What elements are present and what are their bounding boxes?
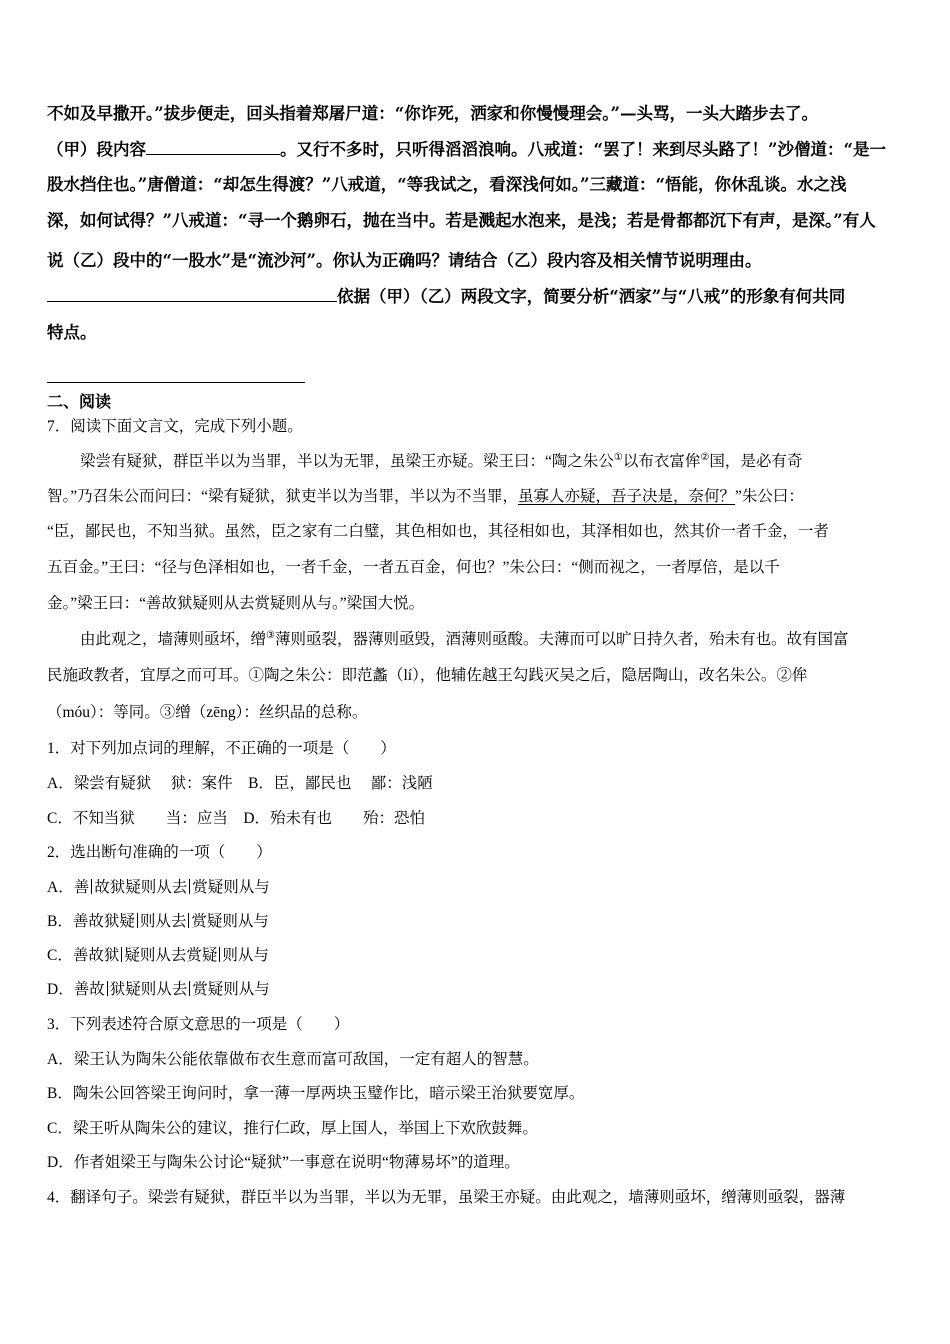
option-line[interactable]: A．梁尝有疑狱 狱：案件 B．臣，鄙民也 鄙：浅陋: [47, 775, 433, 792]
option-d[interactable]: D．作者姐梁王与陶朱公讨论“疑狱”一事意在说明“物薄易坏”的道理。: [47, 1154, 520, 1171]
option-b[interactable]: B．善故狱疑 则从去 赏疑则从与: [47, 913, 269, 930]
passage-line: 智。”乃召朱公而问曰：“梁有疑狱，狱吏半以为当罪，半以为不当罪，虽寡人亦疑，吾子决是，奈何？”朱公曰：: [47, 488, 804, 505]
option-a[interactable]: A．善 故狱疑则从去 赏疑则从与: [47, 879, 270, 896]
passage-line: （móu）：等同。③缯（zēng）：丝织品的总称。: [47, 704, 368, 721]
passage-line: 金。”梁王曰：“善故狱疑则从去赏疑则从与。”梁国大悦。: [47, 595, 425, 612]
answer-blank[interactable]: [47, 300, 337, 302]
answer-line[interactable]: [47, 370, 305, 388]
passage-line: 五百金。”王曰：“径与色泽相如也，一者千金，一者五百金，何也？”朱公曰：“侧而视之，一者厚倍，是以千: [47, 559, 780, 576]
text-line: [47, 283, 845, 307]
passage-line: 民施政教者，宜厚之而可耳。①陶之朱公：即范蠡（lí），他辅佐越王勾践灭吴之后，隐居陶山，改名朱公。②侔: [47, 667, 808, 684]
passage-text: 。又行不多时，只听得滔滔浪响。八戒道：“罢了！来到尽头路了！”沙僧道：“是一: [280, 140, 886, 159]
option-c[interactable]: C．善故狱 疑则从去赏疑 则从与: [47, 947, 269, 964]
footnote-mark: ③: [266, 629, 275, 641]
passage-line: 梁尝有疑狱，群臣半以为当罪，半以为无罪，虽梁王亦疑。梁王曰：“陶之朱公①以布衣富侔②国，是必有奇: [80, 451, 803, 470]
question-2: 2．选出断句准确的一项（ ）: [47, 844, 272, 861]
text-line: 深，如何试得？”八戒道：“寻一个鹅卵石，抛在当中。若是溅起水泡来，是浅；若是骨都都沉下有声，是深。”有人: [47, 211, 876, 230]
question-label: （甲）段内容: [47, 140, 146, 159]
passage-line: “臣，鄙民也，不知当狱。虽然，臣之家有二白璧，其色相如也，其径相如也，其泽相如也，然其价一者千金，一者: [47, 523, 829, 540]
question-3: 3．下列表述符合原文意思的一项是（ ）: [47, 1016, 350, 1033]
question-intro: 7．阅读下面文言文，完成下列小题。: [47, 418, 303, 435]
passage-line: 由此观之，墙薄则亟坏，缯③薄则亟裂，器薄则亟毁，酒薄则亟酸。夫薄而可以旷日持久者，殆未有也。故有国富: [80, 629, 849, 648]
question-4: 4．翻译句子。梁尝有疑狱，群臣半以为当罪，半以为无罪，虽梁王亦疑。由此观之，墙薄则亟坏，缯薄则亟裂，器薄: [47, 1189, 846, 1206]
question-text: 依据（甲）（乙）两段文字，简要分析“洒家”与“八戒”的形象有何共同: [337, 287, 846, 306]
text-line: 特点。: [47, 323, 97, 342]
text-line: 不如及早撒开。”拔步便走，回头指着郑屠尸道：“你诈死，洒家和你慢慢理会。”—头骂，一头大踏步去了。: [47, 104, 818, 123]
option-c[interactable]: C．梁王听从陶朱公的建议，推行仁政，厚上国人，举国上下欢欣鼓舞。: [47, 1120, 538, 1137]
footnote-mark: ①: [613, 451, 623, 463]
question-1: 1．对下列加点词的理解，不正确的一项是（ ）: [47, 740, 396, 757]
option-line[interactable]: C．不知当狱 当：应当 D．殆未有也 殆：恐怕: [47, 810, 426, 827]
option-b[interactable]: B．陶朱公回答梁王询问时，拿一薄一厚两块玉璧作比，暗示梁王治狱要宽厚。: [47, 1085, 585, 1102]
answer-blank[interactable]: [146, 153, 280, 155]
text-line: 股水挡住也。”唐僧道：“却怎生得渡？”八戒道，“等我试之，看深浅何如。”三藏道：“悟能，你休乱谈。水之浅: [47, 175, 847, 194]
option-d[interactable]: D．善故 狱疑则从去 赏疑则从与: [47, 981, 270, 998]
option-a[interactable]: A．梁王认为陶朱公能依靠做布衣生意而富可敌国，一定有超人的智慧。: [47, 1051, 539, 1068]
section-title: 二、阅读: [47, 394, 112, 411]
text-line: [47, 136, 886, 160]
footnote-mark: ②: [700, 451, 710, 463]
text-line: 说（乙）段中的“一股水”是“流沙河”。你认为正确吗？请结合（乙）段内容及相关情节说明理由。: [47, 251, 762, 270]
underlined-sentence: 虽寡人亦疑，吾子决是，奈何？: [518, 488, 736, 505]
